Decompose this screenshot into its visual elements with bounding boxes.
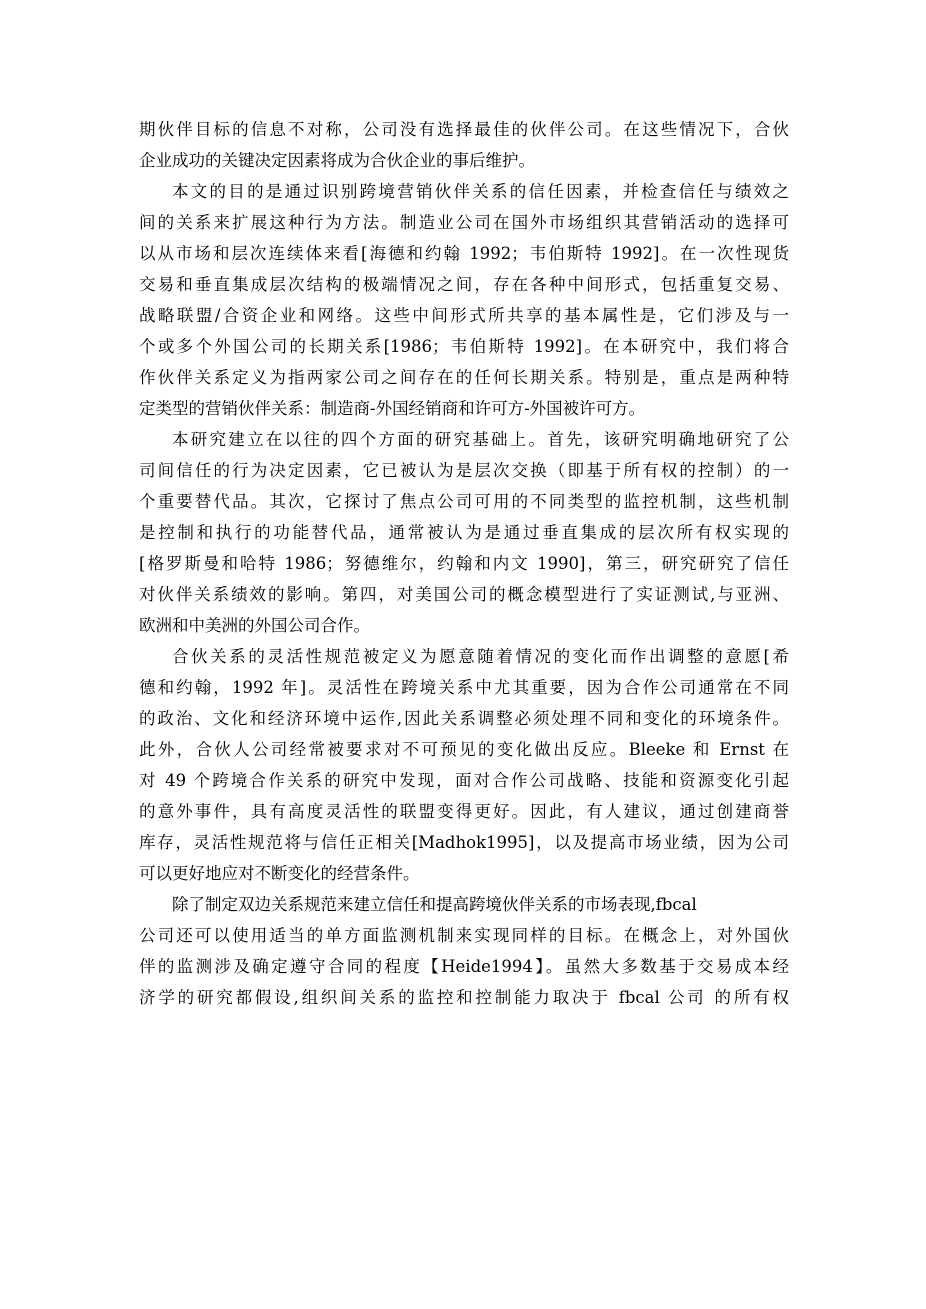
text-line: 对伙伴关系绩效的影响。第四，对美国公司的概念模型进行了实证测试,与亚洲、 (139, 585, 789, 604)
text-line: [格罗斯曼和哈特 1986；努德维尔，约翰和内文 1990]，第三，研究研究了信任 (139, 554, 789, 573)
text-line: 库存，灵活性规范将与信任正相关[Madhok1995]，以及提高市场业绩，因为公司 (139, 833, 789, 852)
text-line: 德和约翰，1992 年]。灵活性在跨境关系中尤其重要，因为合作公司通常在不同 (139, 678, 789, 697)
text-line: 以从市场和层次连续体来看[海德和约翰 1992；韦伯斯特 1992]。在一次性现货 (139, 244, 789, 263)
text-line: 对 49 个跨境合作关系的研究中发现，面对合作公司战略、技能和资源变化引起 (139, 771, 789, 790)
text-line: 个重要替代品。其次，它探讨了焦点公司可用的不同类型的监控机制，这些机制 (139, 492, 789, 511)
text-line: 司间信任的行为决定因素，它已被认为是层次交换（即基于所有权的控制）的一 (139, 461, 789, 480)
text-line: 间的关系来扩展这种行为方法。制造业公司在国外市场组织其营销活动的选择可 (139, 213, 789, 232)
text-line: 的意外事件，具有高度灵活性的联盟变得更好。因此，有人建议，通过创建商誉 (139, 802, 789, 821)
text-line: 伴的监测涉及确定遵守合同的程度【Heide1994】。虽然大多数基于交易成本经 (139, 957, 789, 976)
paragraph-first-line: 合伙关系的灵活性规范被定义为愿意随着情况的变化而作出调整的意愿[希 (172, 647, 789, 666)
paragraph-first-line: 本文的目的是通过识别跨境营销伙伴关系的信任因素，并检查信任与绩效之 (172, 182, 789, 201)
text-line: 欧洲和中美洲的外国公司合作。 (139, 616, 370, 635)
text-line: 企业成功的关键决定因素将成为合伙企业的事后维护。 (139, 151, 535, 170)
text-line: 的政治、文化和经济环境中运作,因此关系调整必须处理不同和变化的环境条件。 (139, 709, 789, 728)
text-line: 是控制和执行的功能替代品，通常被认为是通过垂直集成的层次所有权实现的 (139, 523, 789, 542)
text-line: 交易和垂直集成层次结构的极端情况之间，存在各种中间形式，包括重复交易、 (139, 275, 789, 294)
text-line: 定类型的营销伙伴关系：制造商-外国经销商和许可方-外国被许可方。 (139, 399, 646, 418)
text-line: 个或多个外国公司的长期关系[1986；韦伯斯特 1992]。在本研究中，我们将合 (139, 337, 789, 356)
text-line: 此外，合伙人公司经常被要求对不可预见的变化做出反应。Bleeke 和 Ernst 在 (139, 740, 789, 759)
text-line: 期伙伴目标的信息不对称，公司没有选择最佳的伙伴公司。在这些情况下，合伙 (139, 120, 789, 139)
text-line: 公司还可以使用适当的单方面监测机制来实现同样的目标。在概念上，对外国伙 (139, 926, 789, 945)
text-line: 可以更好地应对不断变化的经营条件。 (139, 864, 420, 883)
text-line: 作伙伴关系定义为指两家公司之间存在的任何长期关系。特别是，重点是两种特 (139, 368, 789, 387)
text-line: 济学的研究都假设,组织间关系的监控和控制能力取决于 fbcal 公司 的所有权 (139, 988, 789, 1007)
document-body (139, 114, 789, 1013)
paragraph-first-line: 本研究建立在以往的四个方面的研究基础上。首先，该研究明确地研究了公 (172, 430, 789, 449)
paragraph-first-line: 除了制定双边关系规范来建立信任和提高跨境伙伴关系的市场表现,fbcal (172, 895, 697, 914)
text-line: 战略联盟/合资企业和网络。这些中间形式所共享的基本属性是，它们涉及与一 (139, 306, 789, 325)
